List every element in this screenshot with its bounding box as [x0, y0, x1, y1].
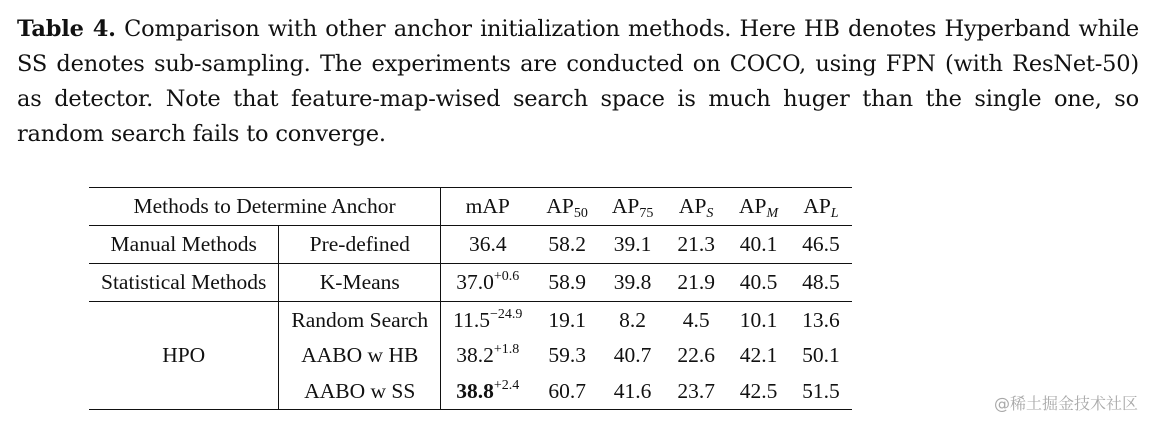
- cell-ap75: 39.1: [600, 226, 665, 264]
- cell-apl: 46.5: [790, 226, 852, 264]
- cell-map: 36.4: [441, 226, 535, 264]
- cell-apm: 40.1: [727, 226, 790, 264]
- results-table: [89, 187, 852, 410]
- cell-aps: 22.6: [677, 343, 715, 367]
- table-row: [89, 264, 852, 302]
- table-header-row: [89, 188, 852, 226]
- row-method: Random Search: [279, 302, 441, 339]
- header-ap75: $AP_{75}$: [600, 188, 665, 226]
- cell-apl: 50.1: [802, 343, 840, 367]
- caption-text: Comparison with other anchor initialization methods. Here HB denotes Hyperband while SS denotes sub-sampling. The experiments are conducted on COCO, using FPN (with ResNet-50) as detector. Note that feature-map-wised search space is much huger than the single one, so random search fails to converge.: [17, 16, 1139, 147]
- row-method: AABO w HB: [279, 338, 441, 373]
- row-group: HPO: [89, 302, 279, 410]
- row-method: K-Means: [279, 264, 441, 302]
- cell-ap50: 19.1: [548, 307, 586, 332]
- cell-apl: 51.5: [790, 373, 852, 410]
- cell-apl: 48.5: [790, 264, 852, 302]
- cell-map: $11.5^{-24.9}$: [453, 306, 523, 332]
- cell-apm: 10.1: [739, 307, 778, 332]
- row-group: Statistical Methods: [89, 264, 279, 302]
- cell-aps: 21.9: [665, 264, 727, 302]
- table-row: [89, 302, 852, 339]
- header-aps: $AP_S$: [665, 188, 727, 226]
- cell-apm: 40.5: [727, 264, 790, 302]
- cell-ap75: 41.6: [600, 373, 665, 410]
- table-row: [89, 226, 852, 264]
- table-caption: [17, 12, 1139, 152]
- cell-ap75: 40.7: [613, 343, 652, 367]
- cell-map: $38.8^{+2.4}$: [441, 373, 535, 410]
- cell-aps: 23.7: [665, 373, 727, 410]
- cell-map: $38.2^{+1.8}$: [456, 342, 520, 367]
- cell-ap50: 59.3: [548, 343, 586, 367]
- cell-apl: 13.6: [802, 307, 840, 332]
- cell-ap50: 58.9: [534, 264, 599, 302]
- cell-ap75: 8.2: [619, 307, 647, 332]
- cell-apm: 42.5: [727, 373, 790, 410]
- cell-ap50: 58.2: [534, 226, 599, 264]
- site-watermark: @稀土掘金技术社区: [993, 394, 1138, 413]
- cell-map: $37.0^{+0.6}$: [441, 264, 535, 302]
- header-methods: Methods to Determine Anchor: [89, 188, 441, 226]
- header-ap50: $AP_{50}$: [534, 188, 599, 226]
- header-map: mAP: [441, 188, 535, 226]
- cell-ap75: 39.8: [600, 264, 665, 302]
- cell-apm: 42.1: [739, 343, 778, 367]
- cell-aps: 21.3: [665, 226, 727, 264]
- caption-label: Table 4.: [17, 16, 116, 42]
- cell-ap50: 60.7: [534, 373, 599, 410]
- cell-aps: 4.5: [682, 307, 710, 332]
- row-group: Manual Methods: [89, 226, 279, 264]
- row-method: AABO w SS: [279, 373, 441, 410]
- header-apm: $AP_M$: [727, 188, 790, 226]
- row-method: Pre-defined: [279, 226, 441, 264]
- header-apl: $AP_L$: [790, 188, 852, 226]
